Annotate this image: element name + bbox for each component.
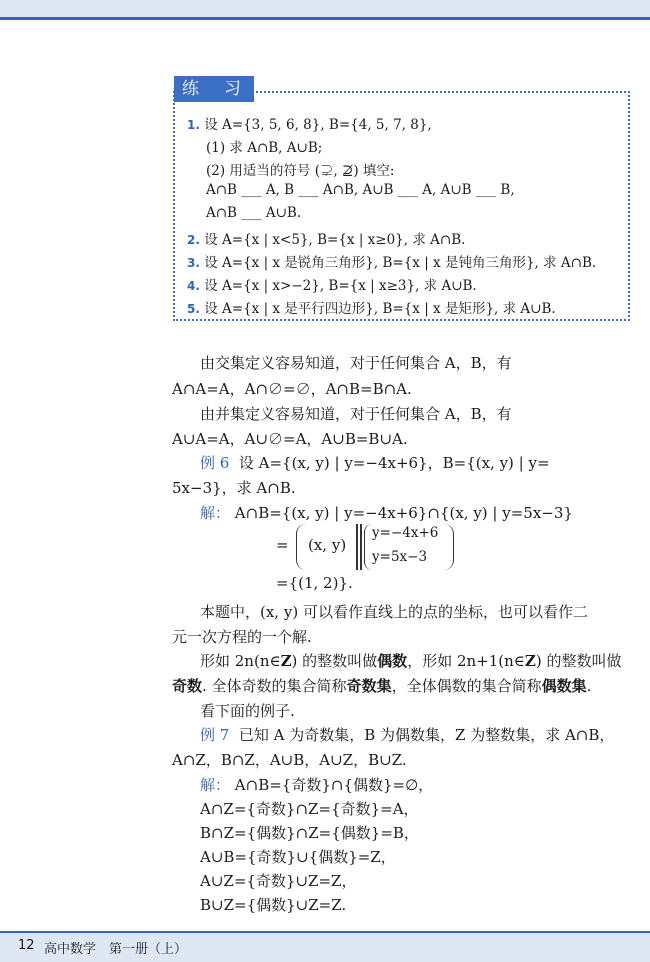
p6-text-a: 形如 2n(n∈ xyxy=(200,652,281,670)
solution6-label: 解： xyxy=(200,504,231,522)
solution7-line1 xyxy=(200,774,433,795)
exercise-q2 xyxy=(187,228,465,248)
example6-text1: 设 A={(x, y) | y=−4x+6}，B={(x, y) | y= xyxy=(238,454,550,472)
example6-line2: 5x−3}，求 A∩B. xyxy=(172,479,296,497)
body-p6-line2 xyxy=(172,675,591,696)
exercise-title-char-1: 练 xyxy=(182,79,199,99)
body-p7: 看下面的例子. xyxy=(200,702,295,720)
p6-text-d: ) 的整数叫做 xyxy=(535,652,622,670)
exercise-q5 xyxy=(187,297,556,317)
term-even: 偶数 xyxy=(377,652,408,670)
solution7-line4: A∪B={奇数}∪{偶数}=Z， xyxy=(200,848,396,866)
solution7-line6: B∪Z={偶数}∪Z=Z. xyxy=(200,896,347,914)
example6-line1 xyxy=(200,452,550,473)
solution6-eq-sign: = xyxy=(276,536,289,554)
example7-text1: 已知 A 为奇数集，B 为偶数集，Z 为整数集，求 A∩B， xyxy=(238,726,615,744)
exercise-q1-line4: A∩B ___ A, B ___ A∩B, A∪B ___ A, A∪B ___ B, xyxy=(206,182,515,198)
p6-text-g: . xyxy=(586,677,592,695)
p6-text-f: ，全体偶数的集合简称 xyxy=(391,677,542,695)
exercise-q4 xyxy=(187,274,477,294)
solution7-line3: B∩Z={偶数}∩Z={偶数}=B， xyxy=(200,824,419,842)
q1-text: 设 A={3, 5, 6, 8}, B={4, 5, 7, 8}, xyxy=(204,117,432,133)
q4-number: 4. xyxy=(187,279,200,293)
q3-number: 3. xyxy=(187,256,200,270)
body-p5-line1: 本题中，(x, y) 可以看作直线上的点的坐标，也可以看作二 xyxy=(200,603,588,621)
exercise-q3 xyxy=(187,251,596,271)
body-p2: A∩A=A，A∩∅=∅，A∩B=B∩A. xyxy=(172,380,412,398)
solution7-label: 解： xyxy=(200,776,231,794)
q1-number: 1. xyxy=(187,118,200,132)
example7-label: 例 7 xyxy=(200,726,230,744)
exercise-title-char-2: 习 xyxy=(224,79,241,99)
system-eq2: y=5x−3 xyxy=(372,549,428,565)
header-rule xyxy=(0,17,650,20)
body-p3: 由并集定义容易知道，对于任何集合 A，B，有 xyxy=(200,405,512,423)
footer-rule xyxy=(0,931,650,933)
p6-text-b: ) 的整数叫做 xyxy=(291,652,378,670)
set-divider-bar xyxy=(356,524,358,570)
solution6-line1 xyxy=(200,502,573,523)
set-left-brace xyxy=(296,524,306,570)
q2-number: 2. xyxy=(187,233,200,247)
body-p5-line2: 元一次方程的一个解. xyxy=(172,628,312,646)
exercise-q1-line5: A∩B ___ A∪B. xyxy=(206,205,302,221)
body-p4: A∪A=A，A∪∅=A，A∪B=B∪A. xyxy=(172,430,408,448)
exercise-q1-line2: (1) 求 A∩B, A∪B; xyxy=(206,140,323,156)
set-right-brace xyxy=(444,524,454,570)
term-odd-set: 奇数集 xyxy=(346,677,392,695)
system-eq1: y=−4x+6 xyxy=(372,525,439,541)
q5-text: 设 A={x | x 是平行四边形}, B={x | x 是矩形}, 求 A∪B. xyxy=(204,301,556,317)
solution6-set-element: (x, y) xyxy=(308,536,347,554)
system-brace xyxy=(364,524,372,570)
p6-text-c: ，形如 2n+1(n∈ xyxy=(407,652,525,670)
q4-text: 设 A={x | x>−2}, B={x | x≥3}, 求 A∪B. xyxy=(204,278,477,294)
term-even-set: 偶数集 xyxy=(541,677,587,695)
solution6-line3: ={(1, 2)}. xyxy=(276,574,353,592)
p6-z-2: Z xyxy=(524,652,536,670)
solution7-line2: A∩Z={奇数}∩Z={奇数}=A， xyxy=(200,800,419,818)
body-p6-line1 xyxy=(200,650,621,671)
example6-label: 例 6 xyxy=(200,454,230,472)
term-odd: 奇数 xyxy=(172,677,203,695)
example7-line2: A∩Z，B∩Z，A∪B，A∪Z，B∪Z. xyxy=(172,751,407,769)
solution7-text1: A∩B={奇数}∩{偶数}=∅， xyxy=(234,776,434,794)
header-band xyxy=(0,0,650,17)
exercise-title xyxy=(174,76,254,102)
body-p1: 由交集定义容易知道，对于任何集合 A，B，有 xyxy=(200,354,512,372)
solution6-text1: A∩B={(x, y) | y=−4x+6}∩{(x, y) | y=5x−3} xyxy=(234,504,573,522)
set-divider-bar-2 xyxy=(360,524,362,570)
example7-line1 xyxy=(200,724,614,745)
q3-text: 设 A={x | x 是锐角三角形}, B={x | x 是钝角三角形}, 求 A∩B. xyxy=(204,255,597,271)
q2-text: 设 A={x | x<5}, B={x | x≥0}, 求 A∩B. xyxy=(204,232,466,248)
page-number: 12 xyxy=(18,938,35,953)
exercise-q1-line1 xyxy=(187,113,432,133)
solution7-line5: A∪Z={奇数}∪Z=Z， xyxy=(200,872,357,890)
q5-number: 5. xyxy=(187,302,200,316)
exercise-q1-line3: (2) 用适当的符号 (⊋, ⊉) 填空: xyxy=(206,163,395,179)
p6-z-1: Z xyxy=(280,652,292,670)
p6-text-e: . 全体奇数的集合简称 xyxy=(202,677,347,695)
book-title: 高中数学 第一册（上） xyxy=(44,942,188,957)
